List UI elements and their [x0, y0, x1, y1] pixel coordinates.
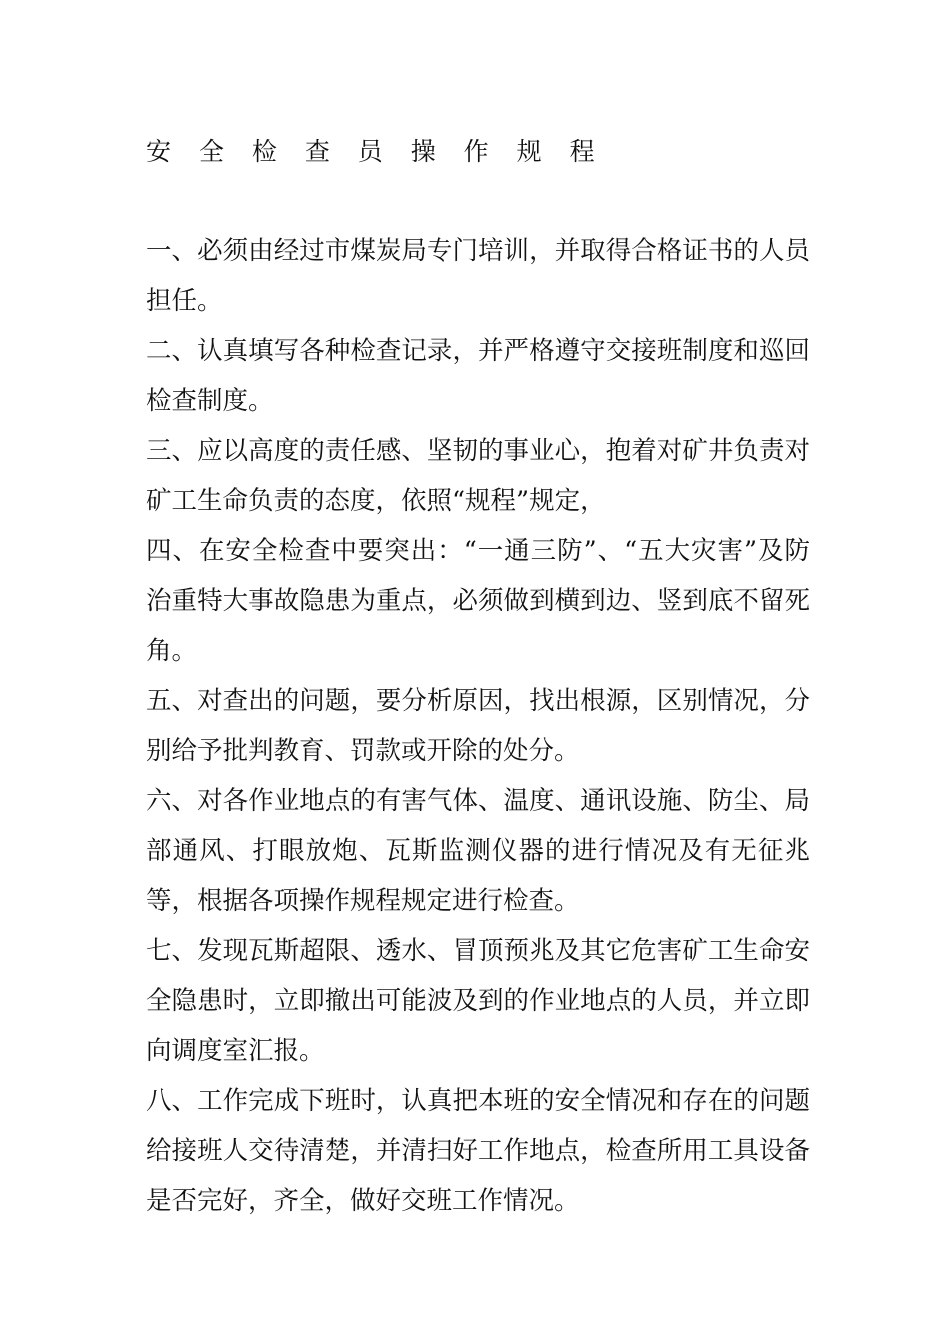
paragraph-2: 二、认真填写各种检查记录，并严格遵守交接班制度和巡回检查制度。: [146, 336, 810, 416]
paragraph-5: 五、对查出的问题，要分析原因，找出根源，区别情况，分别给予批判教育、罚款或开除的处分。: [146, 686, 810, 766]
document-title: 安 全 检 查 员 操 作 规 程: [146, 137, 605, 166]
paragraph-1: 一、必须由经过市煤炭局专门培训，并取得合格证书的人员担任。: [146, 236, 810, 316]
document-body: [146, 226, 810, 1226]
paragraph-3: 三、应以高度的责任感、坚韧的事业心，抱着对矿井负责对矿工生命负责的态度，依照“规程”规定，: [146, 436, 810, 516]
paragraph-4: 四、在安全检查中要突出：“一通三防”、“五大灾害”及防治重特大事故隐患为重点，必须做到横到边、竖到底不留死角。: [146, 536, 810, 666]
paragraph-7: 七、发现瓦斯超限、透水、冒顶预兆及其它危害矿工生命安全隐患时，立即撤出可能波及到的作业地点的人员，并立即向调度室汇报。: [146, 936, 810, 1066]
paragraph-6: 六、对各作业地点的有害气体、温度、通讯设施、防尘、局部通风、打眼放炮、瓦斯监测仪器的进行情况及有无征兆等，根据各项操作规程规定进行检查。: [146, 786, 810, 916]
paragraph-8: 八、工作完成下班时，认真把本班的安全情况和存在的问题给接班人交待清楚，并清扫好工作地点，检查所用工具设备是否完好，齐全，做好交班工作情况。: [146, 1086, 810, 1216]
